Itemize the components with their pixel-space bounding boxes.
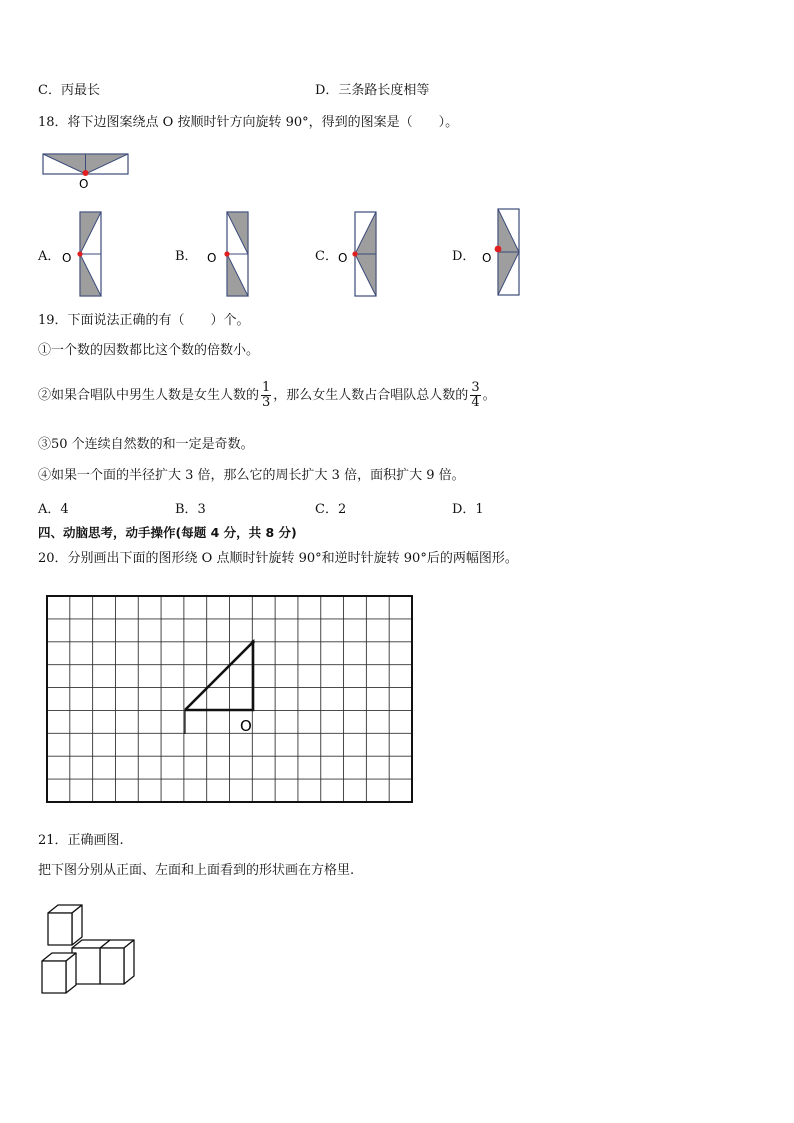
q19-fraction-1-num: 1 xyxy=(262,380,271,395)
q18-option-a-point: O xyxy=(62,251,72,265)
q17-option-c: C．丙最长 xyxy=(38,83,100,98)
q18-option-b-point: O xyxy=(207,251,217,265)
q19-statement-1: ①一个数的因数都比这个数的倍数小。 xyxy=(38,343,260,358)
q19-statement-2-mid: ，那么女生人数占合唱队总人数的 xyxy=(273,388,469,403)
q18-option-a-figure xyxy=(60,210,120,300)
q19-fraction-2-den: 4 xyxy=(471,395,480,410)
q18-option-d-figure xyxy=(478,207,538,297)
q18-option-d-point: O xyxy=(482,251,492,265)
section-4-heading: 四、动脑思考，动手操作(每题 4 分，共 8 分) xyxy=(38,525,297,540)
q18-option-c: C． xyxy=(315,249,338,264)
q18-option-b: B． xyxy=(175,249,198,264)
q19-fraction-2-num: 3 xyxy=(471,380,480,395)
q18-original-figure xyxy=(43,152,133,192)
q19-option-c: C．2 xyxy=(315,502,347,517)
q21-instruction: 把下图分别从正面、左面和上面看到的形状画在方格里. xyxy=(38,863,355,878)
q20-grid-figure xyxy=(46,595,414,805)
q18-stem: 18．将下边图案绕点 O 按顺时针方向旋转 90°，得到的图案是（ ）。 xyxy=(38,115,459,130)
q17-option-d: D．三条路长度相等 xyxy=(315,83,430,98)
q19-statement-3: ③50 个连续自然数的和一定是奇数。 xyxy=(38,437,254,452)
q19-fraction-1-den: 3 xyxy=(262,395,271,410)
q19-option-b: B．3 xyxy=(175,502,206,517)
q18-option-c-figure xyxy=(336,210,396,300)
q19-statement-2-pre: ②如果合唱队中男生人数是女生人数的 xyxy=(38,388,260,403)
q21-cube-figure xyxy=(38,903,148,1003)
q19-statement-4: ④如果一个面的半径扩大 3 倍，那么它的周长扩大 3 倍，面积扩大 9 倍。 xyxy=(38,468,465,483)
q20-triangle xyxy=(185,642,253,710)
q18-option-b-figure xyxy=(205,210,265,300)
q21-stem: 21．正确画图. xyxy=(38,833,124,848)
q19-fraction-1 xyxy=(261,381,271,410)
q19-stem: 19．下面说法正确的有（ ）个。 xyxy=(38,313,250,328)
q18-point-label: O xyxy=(79,177,89,191)
q19-option-a: A．4 xyxy=(38,502,69,517)
q20-grid-lines xyxy=(47,596,412,802)
q19-statement-2-end: 。 xyxy=(482,388,496,403)
q19-statement-2 xyxy=(38,378,496,414)
q18-option-c-point: O xyxy=(338,251,348,265)
q18-option-d: D． xyxy=(452,249,476,264)
q18-option-a: A． xyxy=(38,249,61,264)
q19-option-d: D．1 xyxy=(452,502,484,517)
q19-fraction-2 xyxy=(470,381,480,410)
q20-stem: 20．分别画出下面的图形绕 O 点顺时针旋转 90°和逆时针旋转 90°后的两幅图形。 xyxy=(38,551,518,566)
q20-point-label: O xyxy=(240,717,252,735)
